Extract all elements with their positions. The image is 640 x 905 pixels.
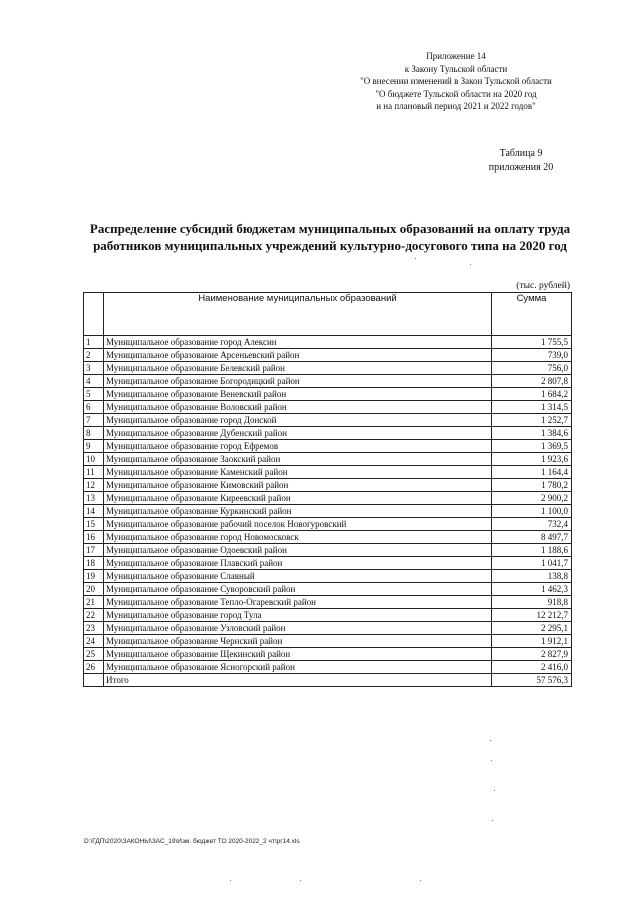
row-number: 11	[84, 466, 104, 479]
row-number: 10	[84, 453, 104, 466]
units-label: (тыс. рублей)	[516, 281, 570, 291]
table-row	[84, 388, 572, 401]
row-sum: 1 041,7	[492, 557, 572, 570]
row-number: 26	[84, 661, 104, 674]
municipality-name: Муниципальное образование Кимовский район	[104, 479, 492, 492]
subsidy-table	[83, 292, 572, 687]
row-number: 1	[84, 336, 104, 349]
appendix-line: и на плановый период 2021 и 2022 годов"	[376, 101, 536, 112]
row-sum: 918,8	[492, 596, 572, 609]
row-number: 2	[84, 349, 104, 362]
row-number: 18	[84, 557, 104, 570]
total-row-sum: 57 576,3	[492, 674, 572, 687]
row-sum: 1 684,2	[492, 388, 572, 401]
table-row	[84, 648, 572, 661]
row-number: 4	[84, 375, 104, 388]
municipality-name: Муниципальное образование Белевский район	[104, 362, 492, 375]
row-number: 19	[84, 570, 104, 583]
table-row	[84, 557, 572, 570]
row-number: 22	[84, 609, 104, 622]
header-name: Наименование муниципальных образований	[104, 293, 492, 336]
table-row	[84, 635, 572, 648]
row-sum: 732,4	[492, 518, 572, 531]
table-row	[84, 622, 572, 635]
row-sum: 756,0	[492, 362, 572, 375]
scan-speck	[491, 760, 492, 761]
municipality-name: Муниципальное образование Заокский район	[104, 453, 492, 466]
appendix-line: Приложение 14	[426, 51, 486, 61]
table-row	[84, 479, 572, 492]
row-sum: 1 462,3	[492, 583, 572, 596]
row-sum: 1 314,5	[492, 401, 572, 414]
header-num	[84, 293, 104, 336]
municipality-name: Муниципальное образование Ясногорский район	[104, 661, 492, 674]
municipality-name: Муниципальное образование Веневский район	[104, 388, 492, 401]
row-sum: 8 497,7	[492, 531, 572, 544]
table-reference-line: приложения 20	[488, 162, 554, 173]
municipality-name: Муниципальное образование рабочий поселок Новогуровский	[104, 518, 492, 531]
table-reference-line: Таблица 9	[499, 148, 543, 159]
municipality-name: Муниципальное образование Воловский район	[104, 401, 492, 414]
row-number: 6	[84, 401, 104, 414]
table-row	[84, 661, 572, 674]
row-sum: 2 416,0	[492, 661, 572, 674]
row-sum: 2 827,9	[492, 648, 572, 661]
municipality-name: Муниципальное образование Каменский район	[104, 466, 492, 479]
appendix-line: к Закону Тульской области	[404, 63, 508, 74]
table-row	[84, 375, 572, 388]
row-number: 13	[84, 492, 104, 505]
row-number: 12	[84, 479, 104, 492]
appendix-header	[336, 50, 576, 113]
row-number: 8	[84, 427, 104, 440]
row-number: 17	[84, 544, 104, 557]
municipality-name: Муниципальное образование город Алексин	[104, 336, 492, 349]
municipality-name: Муниципальное образование город Новомосковск	[104, 531, 492, 544]
row-sum: 1 923,6	[492, 453, 572, 466]
table-row	[84, 453, 572, 466]
file-path-footer: D:\ГДП\2020\ЗАКОНЫ\ЗАС_19\Изм. бюджет ТО 2020-2022_2 чт\рг14.xls	[84, 838, 300, 845]
row-number: 15	[84, 518, 104, 531]
scan-speck	[300, 880, 301, 881]
title-line-1: Распределение субсидий бюджетам муниципальных образований на оплату труда	[89, 221, 571, 236]
municipality-name: Муниципальное образование Куркинский район	[104, 505, 492, 518]
appendix-line: "О внесении изменений в Закон Тульской области	[360, 76, 552, 87]
municipality-name: Муниципальное образование Чернский район	[104, 635, 492, 648]
row-sum: 739,0	[492, 349, 572, 362]
municipality-name: Муниципальное образование Богородицкий район	[104, 375, 492, 388]
table-row	[84, 583, 572, 596]
table-row	[84, 362, 572, 375]
row-sum: 1 384,6	[492, 427, 572, 440]
scan-speck	[490, 740, 491, 741]
table-row	[84, 570, 572, 583]
municipality-name: Муниципальное образование город Тула	[104, 609, 492, 622]
total-row-number	[84, 674, 104, 687]
row-sum: 1 780,2	[492, 479, 572, 492]
municipality-name: Муниципальное образование Тепло-Огаревский район	[104, 596, 492, 609]
table-row	[84, 401, 572, 414]
title-line-2: работников муниципальных учреждений культурно-досугового типа на 2020 год	[93, 238, 567, 253]
table-row	[84, 609, 572, 622]
row-number: 3	[84, 362, 104, 375]
row-sum: 2 807,8	[492, 375, 572, 388]
table-body	[84, 336, 572, 687]
municipality-name: Муниципальное образование Щекинский район	[104, 648, 492, 661]
row-sum: 138,8	[492, 570, 572, 583]
scan-speck	[415, 258, 416, 259]
table-reference	[476, 147, 566, 175]
table-row	[84, 440, 572, 453]
row-number: 23	[84, 622, 104, 635]
row-sum: 1 912,1	[492, 635, 572, 648]
table-row	[84, 336, 572, 349]
table-row	[84, 518, 572, 531]
row-number: 16	[84, 531, 104, 544]
municipality-name: Муниципальное образование Одоевский район	[104, 544, 492, 557]
row-sum: 1 100,0	[492, 505, 572, 518]
scan-speck	[492, 820, 493, 821]
row-sum: 1 252,7	[492, 414, 572, 427]
appendix-line: "О бюджете Тульской области на 2020 год	[375, 88, 537, 99]
row-sum: 1 369,5	[492, 440, 572, 453]
table-row	[84, 544, 572, 557]
scan-speck	[470, 264, 471, 265]
row-number: 20	[84, 583, 104, 596]
row-sum: 12 212,7	[492, 609, 572, 622]
document-title	[80, 220, 580, 254]
table-row	[84, 466, 572, 479]
row-sum: 1 164,4	[492, 466, 572, 479]
scan-speck	[230, 880, 231, 881]
table-row	[84, 531, 572, 544]
scan-speck	[494, 790, 495, 791]
row-number: 5	[84, 388, 104, 401]
table-total-row	[84, 674, 572, 687]
row-sum: 1 755,5	[492, 336, 572, 349]
row-number: 9	[84, 440, 104, 453]
municipality-name: Муниципальное образование город Ефремов	[104, 440, 492, 453]
table-row	[84, 492, 572, 505]
table-row	[84, 427, 572, 440]
table-header-row	[84, 293, 572, 336]
table-row	[84, 596, 572, 609]
row-sum: 1 188,6	[492, 544, 572, 557]
table-row	[84, 349, 572, 362]
row-number: 21	[84, 596, 104, 609]
table-row	[84, 414, 572, 427]
row-number: 24	[84, 635, 104, 648]
municipality-name: Муниципальное образование Киреевский район	[104, 492, 492, 505]
row-number: 7	[84, 414, 104, 427]
row-number: 25	[84, 648, 104, 661]
scan-speck	[420, 880, 421, 881]
header-sum: Сумма	[492, 293, 572, 336]
municipality-name: Муниципальное образование Суворовский район	[104, 583, 492, 596]
municipality-name: Муниципальное образование Узловский район	[104, 622, 492, 635]
total-municipality-name: Итого	[104, 674, 492, 687]
municipality-name: Муниципальное образование Славный	[104, 570, 492, 583]
row-sum: 2 900,2	[492, 492, 572, 505]
table-row	[84, 505, 572, 518]
row-sum: 2 295,1	[492, 622, 572, 635]
municipality-name: Муниципальное образование Плавский район	[104, 557, 492, 570]
row-number: 14	[84, 505, 104, 518]
municipality-name: Муниципальное образование Арсеньевский район	[104, 349, 492, 362]
municipality-name: Муниципальное образование город Донской	[104, 414, 492, 427]
municipality-name: Муниципальное образование Дубенский район	[104, 427, 492, 440]
